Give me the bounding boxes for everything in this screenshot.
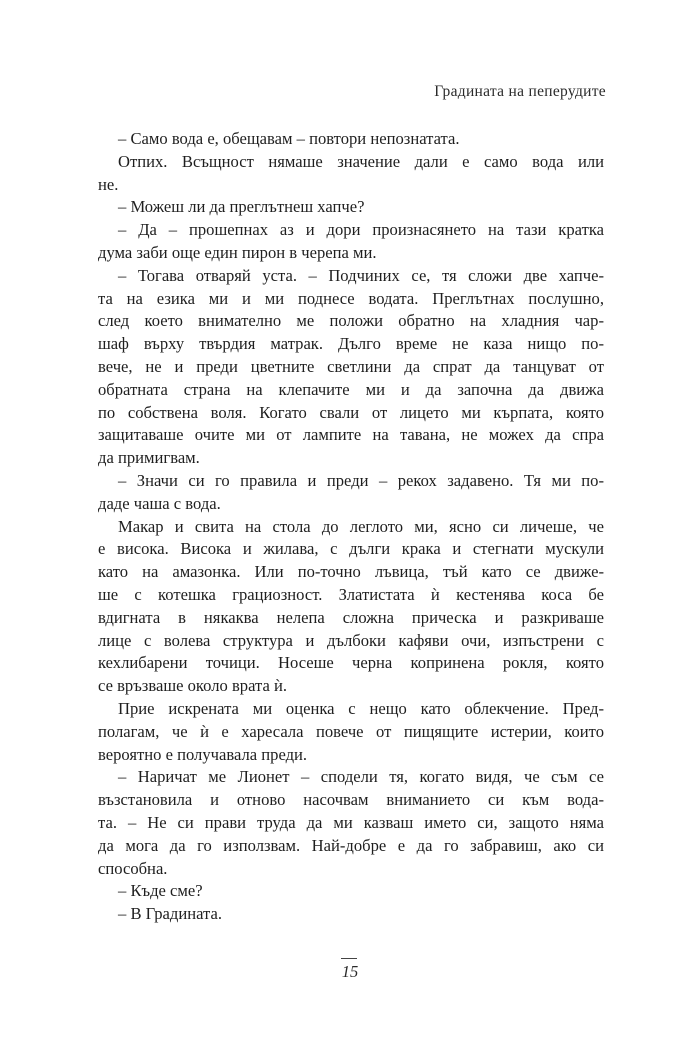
- text-line: – Значи си го правила и преди – рекох задавено. Тя ми по-: [118, 470, 604, 490]
- text-line: Прие искрената ми оценка с нещо като облекчение. Пред-: [118, 698, 604, 718]
- text-line: ше с котешка грациозност. Златистата ѝ кестенява коса бе: [98, 584, 604, 604]
- text-line: вдигната в някаква нелепа сложна прическа и разкриваше: [98, 607, 604, 627]
- text-line: като на амазонка. Или по-точно лъвица, тъй като се движе-: [98, 562, 604, 582]
- text-line: възстановила и отново насочвам вниманието си към вода-: [98, 790, 604, 810]
- text-line: полагам, че ѝ е харесала повече от пищящите истерии, които: [98, 721, 604, 741]
- text-line: способна.: [98, 858, 168, 878]
- text-line: даде чаша с вода.: [98, 493, 221, 513]
- text-line: защитаваше очите ми от лампите на тавана, не можех да спра: [98, 425, 604, 445]
- text-line: да мога да го използвам. Най-добре е да го забравиш, ако си: [98, 835, 604, 855]
- page-number: 15: [341, 962, 359, 981]
- folio-rule: [341, 958, 357, 959]
- text-line: та. – Не си прави труда да ми казваш името си, защото няма: [98, 812, 604, 832]
- text-line: вече, не и преди цветните светлини да спрат да танцуват от: [98, 356, 604, 376]
- text-line: след което внимателно ме положи обратно на хладния чар-: [98, 311, 604, 331]
- text-line: – Можеш ли да преглътнеш хапче?: [118, 197, 365, 217]
- text-line: лице с волева структура и дълбоки кафяви очи, изпъстрени с: [98, 630, 604, 650]
- text-line: обратната страна на клепачите ми и да започна да движа: [98, 379, 604, 399]
- text-line: се връзваше около врата ѝ.: [98, 676, 288, 696]
- text-line: вероятно е получавала преди.: [98, 744, 308, 764]
- running-header: Градината на пеперудите: [434, 83, 606, 100]
- text-line: – Тогава отваряй уста. – Подчиних се, тя сложи две хапче-: [118, 265, 604, 285]
- text-line: та на езика ми и ми поднесе водата. Преглътнах послушно,: [98, 288, 604, 308]
- text-line: – В Градината.: [118, 904, 222, 924]
- text-line: – Къде сме?: [118, 881, 203, 901]
- text-line: е висока. Висока и жилава, с дълги крака и стегнати мускули: [98, 539, 604, 559]
- text-line: по собствена воля. Когато свали от лицето ми кърпата, която: [98, 402, 604, 422]
- text-line: шаф върху твърдия матрак. Дълго време не каза нищо по-: [98, 334, 604, 354]
- text-line: дума заби още един пирон в черепа ми.: [98, 242, 377, 262]
- text-line: не.: [98, 174, 119, 194]
- text-line: – Да – прошепнах аз и дори произнасянето на тази кратка: [118, 220, 604, 240]
- text-line: – Наричат ме Лионет – сподели тя, когато видя, че съм се: [118, 767, 604, 787]
- text-line: Отпих. Всъщност нямаше значение дали е само вода или: [118, 151, 604, 171]
- text-line: – Само вода е, обещавам – повтори непознатата.: [118, 129, 460, 148]
- text-line: кехлибарени точици. Носеше черна копринена рокля, която: [98, 653, 604, 673]
- text-line: Макар и свита на стола до леглото ми, ясно си личеше, че: [118, 516, 604, 536]
- text-line: да примигвам.: [98, 448, 200, 468]
- body-text: [98, 128, 604, 926]
